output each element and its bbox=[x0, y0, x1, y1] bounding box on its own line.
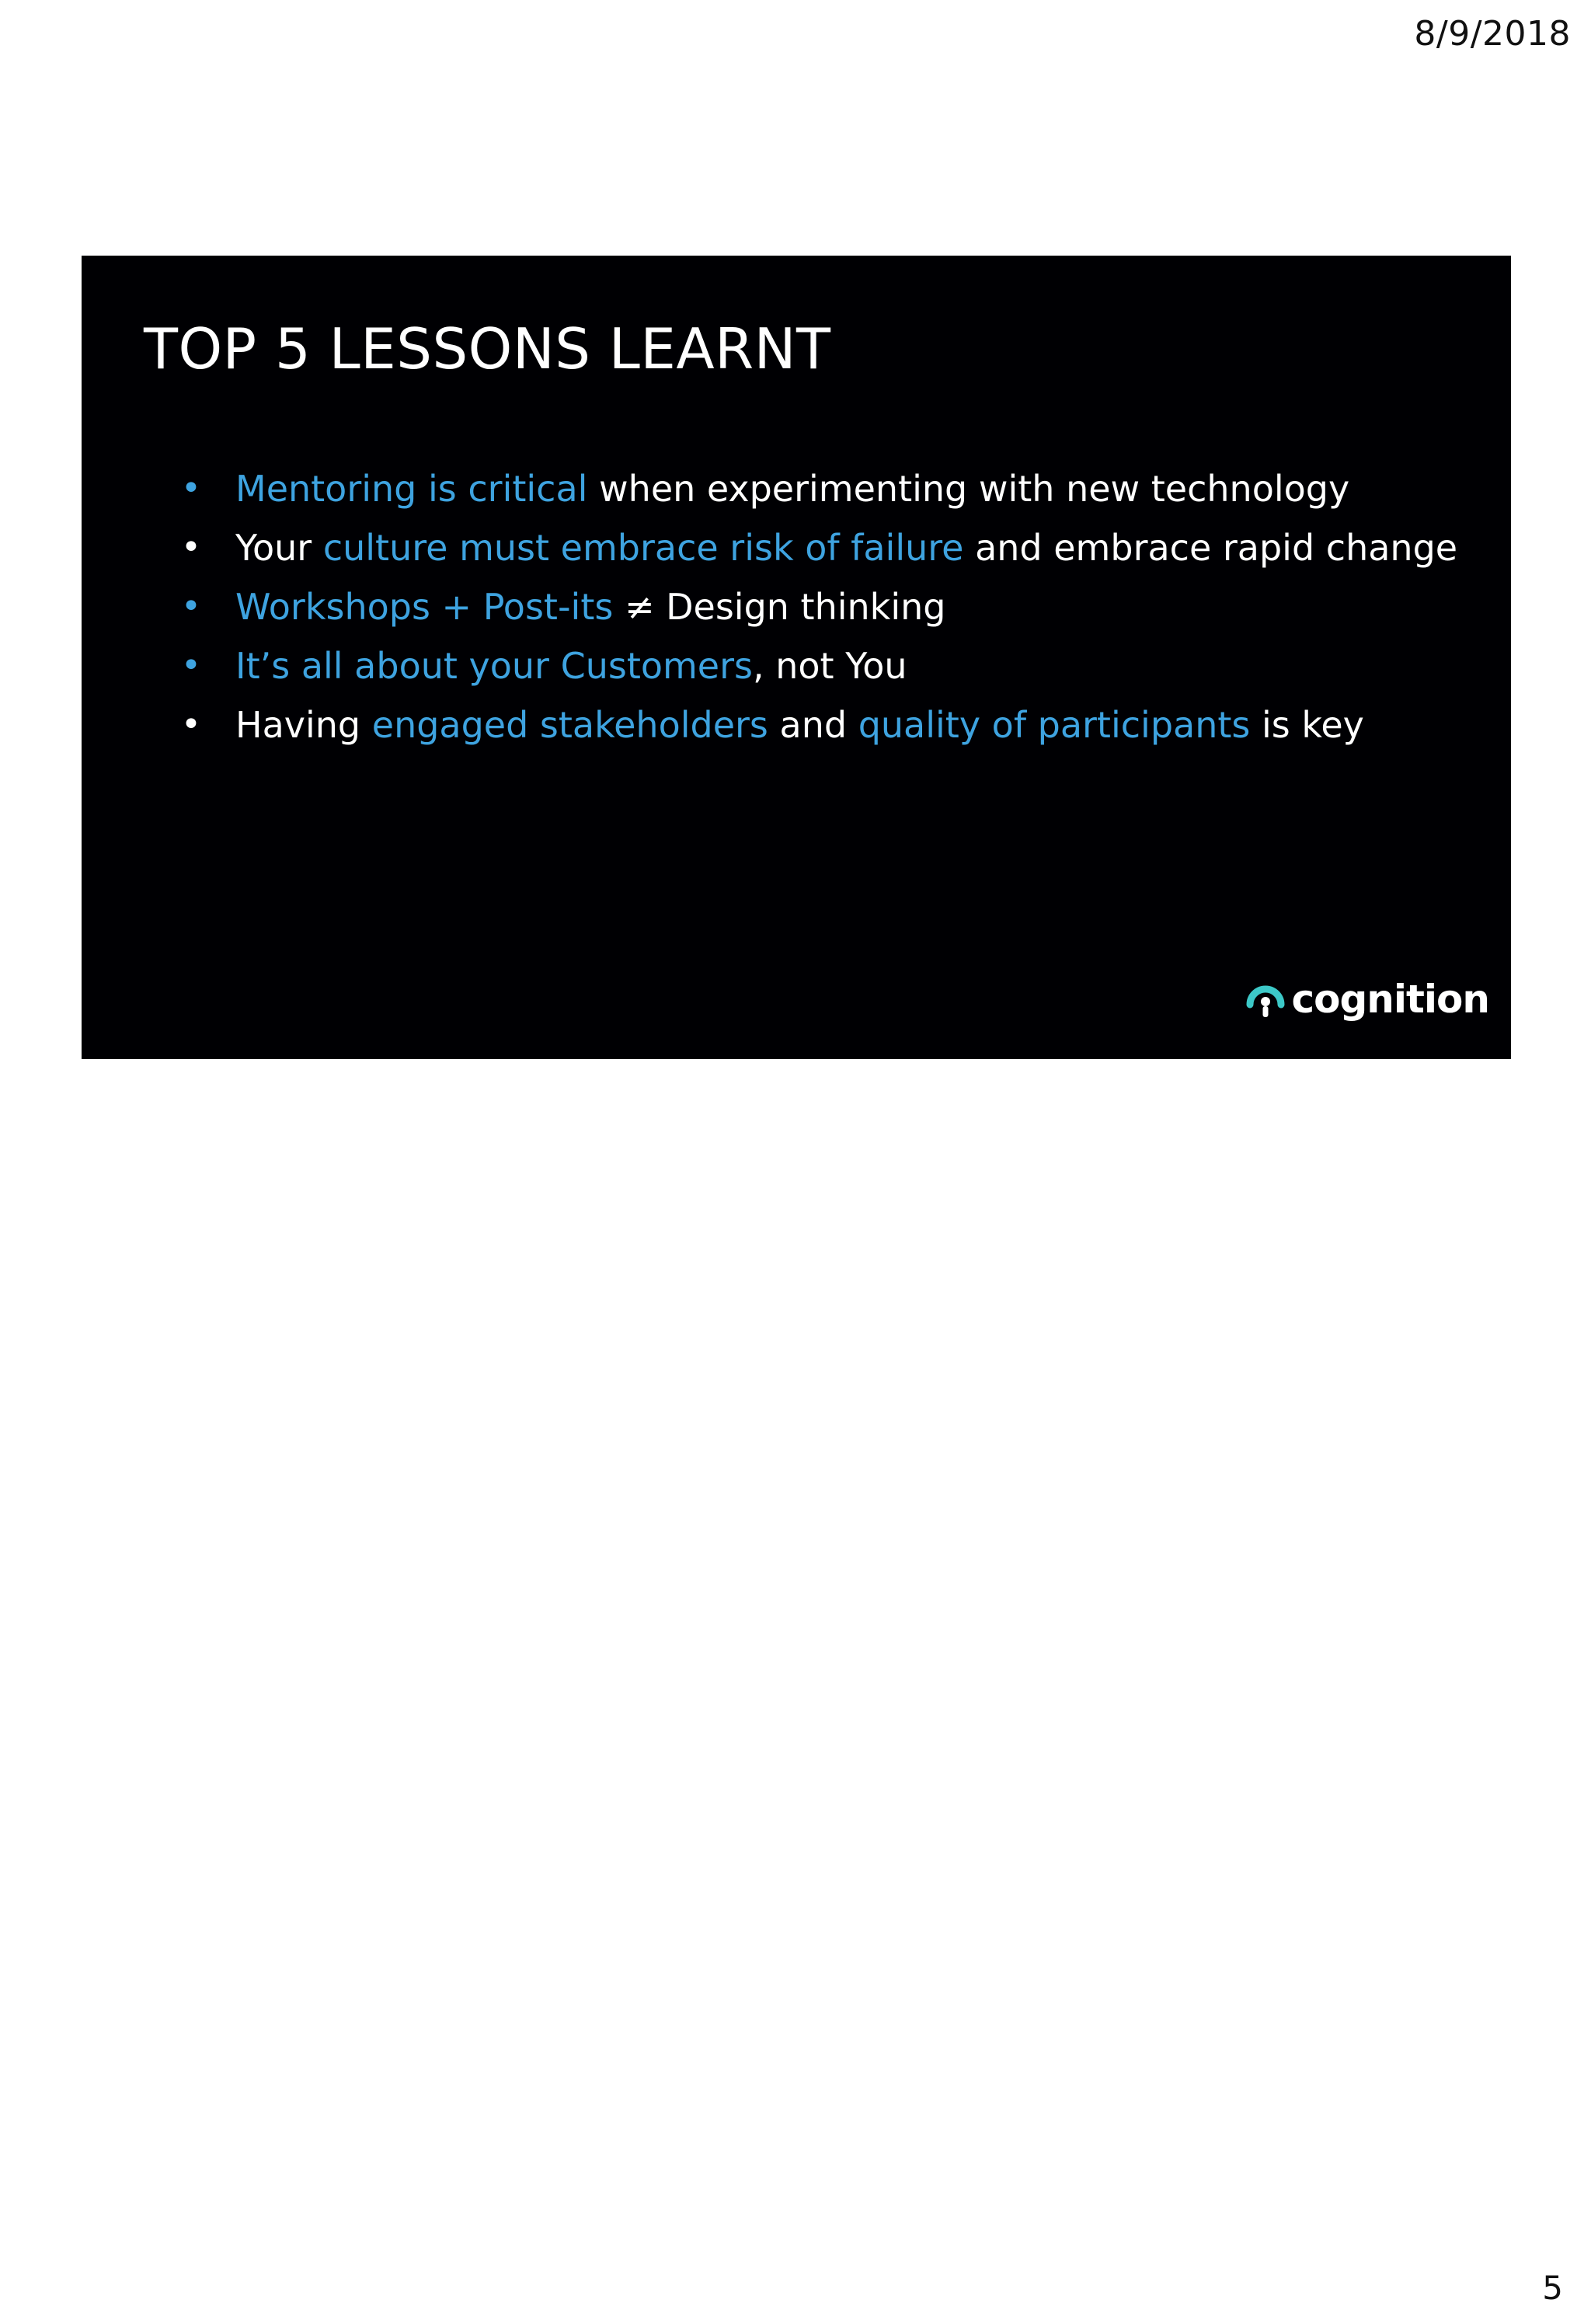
lesson-text: Having bbox=[235, 704, 372, 746]
bullet-icon: • bbox=[181, 528, 201, 567]
lesson-highlight: quality of participants bbox=[858, 704, 1251, 746]
lesson-highlight: Mentoring is critical bbox=[235, 468, 588, 510]
lesson-text: Your bbox=[235, 527, 323, 569]
lesson-highlight: engaged stakeholders bbox=[371, 704, 768, 746]
lesson-text: is key bbox=[1250, 704, 1364, 746]
slide bbox=[82, 256, 1511, 1059]
bullet-icon: • bbox=[181, 646, 201, 685]
lesson-text: when experimenting with new technology bbox=[587, 468, 1350, 510]
page-date: 8/9/2018 bbox=[1414, 14, 1571, 54]
lesson-highlight: It’s all about your Customers bbox=[235, 645, 753, 687]
bullet-icon: • bbox=[181, 705, 201, 744]
cognition-logo bbox=[1245, 977, 1489, 1022]
lesson-item bbox=[181, 577, 1457, 636]
lesson-text: ≠ Design thinking bbox=[613, 586, 946, 628]
bullet-icon: • bbox=[181, 587, 201, 626]
slide-title: TOP 5 LESSONS LEARNT bbox=[144, 316, 831, 382]
bullet-icon: • bbox=[181, 469, 201, 508]
lesson-item bbox=[181, 695, 1457, 754]
lesson-text: and bbox=[768, 704, 858, 746]
lessons-list bbox=[181, 459, 1457, 754]
cognition-logo-icon bbox=[1245, 978, 1286, 1020]
lesson-item bbox=[181, 518, 1457, 577]
lesson-text: and embrace rapid change bbox=[963, 527, 1458, 569]
lesson-highlight: Workshops + Post-its bbox=[235, 586, 614, 628]
logo-text: cognition bbox=[1291, 977, 1489, 1022]
page-number: 5 bbox=[1542, 2269, 1563, 2307]
lesson-item bbox=[181, 459, 1457, 518]
lesson-text: , not You bbox=[753, 645, 907, 687]
lesson-highlight: culture must embrace risk of failure bbox=[322, 527, 964, 569]
lesson-item bbox=[181, 636, 1457, 695]
